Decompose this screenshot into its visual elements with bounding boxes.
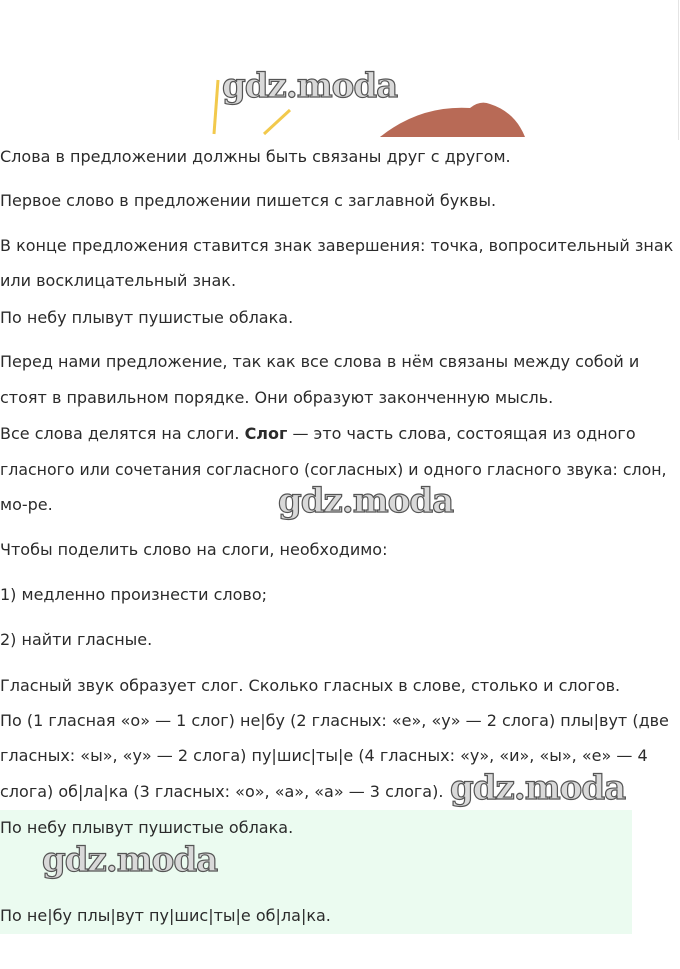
paragraph: Гласный звук образует слог. Сколько гласных в слове, столько и слогов. xyxy=(0,676,621,695)
paragraph: гласного или сочетания согласного (согласных) и одного гласного звука: слон, xyxy=(0,460,667,479)
paragraph: стоят в правильном порядке. Они образуют законченную мысль. xyxy=(0,388,554,407)
paragraph: Слова в предложении должны быть связаны друг с другом. xyxy=(0,147,511,166)
term-slog: Слог xyxy=(244,424,288,443)
answer-syllables: По не|бу плы|вут пу|шис|ты|е об|ла|ка. xyxy=(0,906,331,925)
paragraph: Первое слово в предложении пишется с заглавной буквы. xyxy=(0,191,497,210)
paragraph: По небу плывут пушистые облака. xyxy=(0,308,294,327)
paragraph: 1) медленно произнести слово; xyxy=(0,585,267,604)
watermark: gdz.moda xyxy=(222,66,398,106)
paragraph: Перед нами предложение, так как все слова в нём связаны между собой и xyxy=(0,352,640,371)
decor-red-shape xyxy=(380,103,525,137)
paragraph: гласных: «ы», «у» — 2 слога) пу|шис|ты|е (4 гласных: «у», «и», «ы», «е» — 4 xyxy=(0,746,648,765)
text-span: — это часть слова, состоящая из одного xyxy=(287,424,636,443)
answer-sentence: По небу плывут пушистые облака. xyxy=(0,818,294,837)
paragraph: Чтобы поделить слово на слоги, необходимо: xyxy=(0,540,388,559)
decor-yellow-stroke xyxy=(214,80,218,134)
decor-yellow-stroke xyxy=(264,110,290,134)
paragraph: или восклицательный знак. xyxy=(0,271,237,290)
paragraph: 2) найти гласные. xyxy=(0,630,153,649)
watermark: gdz.moda xyxy=(42,840,218,880)
paragraph xyxy=(0,416,636,452)
paragraph: мо-ре. xyxy=(0,495,53,514)
paragraph: В конце предложения ставится знак завершения: точка, вопросительный знак xyxy=(0,236,674,255)
paragraph: По (1 гласная «о» — 1 слог) не|бу (2 гласных: «е», «у» — 2 слога) плы|вут (две xyxy=(0,711,669,730)
watermark: gdz.moda xyxy=(450,768,626,808)
paragraph: слога) об|ла|ка (3 гласных: «о», «а», «а» — 3 слога). xyxy=(0,782,444,801)
text-span: Все слова делятся на слоги. xyxy=(0,424,245,443)
watermark: gdz.moda xyxy=(278,481,454,521)
